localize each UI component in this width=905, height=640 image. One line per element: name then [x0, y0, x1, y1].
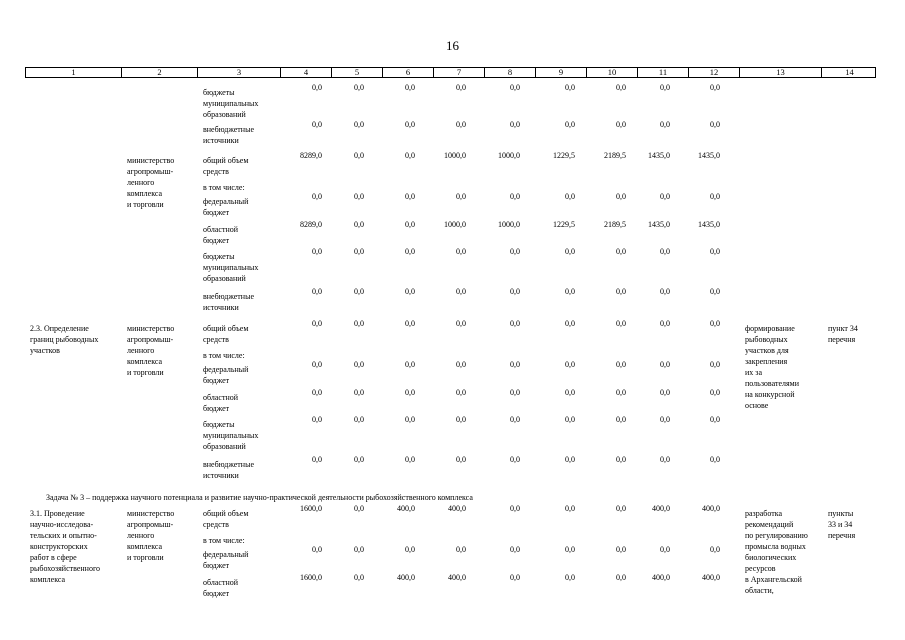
value-cell-col-5: 0,0: [354, 287, 364, 296]
value-cell-col-8: 0,0: [510, 247, 520, 256]
value-cell-col-12: 0,0: [710, 319, 720, 328]
value-cell-col-5: 0,0: [354, 388, 364, 397]
expected-result: закрепления: [745, 357, 788, 366]
row-label: бюджеты: [203, 88, 235, 97]
row-label: общий объем: [203, 509, 249, 518]
row-label: в том числе:: [203, 351, 245, 360]
value-cell-col-9: 0,0: [565, 388, 575, 397]
value-cell-col-12: 0,0: [710, 287, 720, 296]
value-cell-col-5: 0,0: [354, 247, 364, 256]
value-cell-col-4: 0,0: [312, 83, 322, 92]
value-cell-col-8: 0,0: [510, 504, 520, 513]
page-number: 16: [446, 38, 459, 53]
column-header-12: 12: [689, 68, 740, 77]
value-cell-col-4: 0,0: [312, 388, 322, 397]
column-header-13: 13: [740, 68, 822, 77]
activity-name: рыбохозяйственного: [30, 564, 101, 573]
row-label: общий объем: [203, 156, 249, 165]
value-cell-col-6: 0,0: [405, 287, 415, 296]
value-cell-col-9: 0,0: [565, 120, 575, 129]
value-cell-col-9: 0,0: [565, 545, 575, 554]
value-cell-col-12: 400,0: [702, 504, 720, 513]
value-cell-col-9: 0,0: [565, 573, 575, 582]
column-header-2: 2: [122, 68, 198, 77]
row-label: бюджет: [203, 236, 230, 245]
row-label: образований: [203, 274, 246, 283]
executor: комплекса: [127, 189, 163, 198]
value-cell-col-5: 0,0: [354, 360, 364, 369]
value-cell-col-7: 1000,0: [444, 220, 466, 229]
value-cell-col-6: 0,0: [405, 151, 415, 160]
value-cell-col-7: 0,0: [456, 415, 466, 424]
value-cell-col-9: 0,0: [565, 319, 575, 328]
value-cell-col-4: 0,0: [312, 120, 322, 129]
value-cell-col-6: 400,0: [397, 504, 415, 513]
value-cell-col-12: 400,0: [702, 573, 720, 582]
executor: комплекса: [127, 542, 163, 551]
value-cell-col-4: 0,0: [312, 192, 322, 201]
value-cell-col-11: 0,0: [660, 415, 670, 424]
value-cell-col-10: 0,0: [616, 455, 626, 464]
value-cell-col-10: 0,0: [616, 287, 626, 296]
value-cell-col-12: 0,0: [710, 83, 720, 92]
value-cell-col-11: 0,0: [660, 83, 670, 92]
value-cell-col-5: 0,0: [354, 455, 364, 464]
value-cell-col-9: 0,0: [565, 415, 575, 424]
value-cell-col-12: 0,0: [710, 360, 720, 369]
row-label: бюджеты: [203, 252, 235, 261]
value-cell-col-12: 1435,0: [698, 151, 720, 160]
value-cell-col-11: 400,0: [652, 573, 670, 582]
value-cell-col-7: 0,0: [456, 247, 466, 256]
value-cell-col-5: 0,0: [354, 573, 364, 582]
column-header-5: 5: [332, 68, 383, 77]
value-cell-col-7: 1000,0: [444, 151, 466, 160]
column-header-8: 8: [485, 68, 536, 77]
value-cell-col-8: 0,0: [510, 360, 520, 369]
row-label: средств: [203, 335, 229, 344]
row-label: общий объем: [203, 324, 249, 333]
column-header-11: 11: [638, 68, 689, 77]
value-cell-col-6: 0,0: [405, 545, 415, 554]
value-cell-col-4: 0,0: [312, 247, 322, 256]
value-cell-col-8: 0,0: [510, 388, 520, 397]
row-label: федеральный: [203, 197, 249, 206]
executor: агропромыш-: [127, 167, 174, 176]
row-label: средств: [203, 167, 229, 176]
value-cell-col-9: 1229,5: [553, 151, 575, 160]
value-cell-col-4: 0,0: [312, 319, 322, 328]
executor: министерство: [127, 324, 175, 333]
row-label: внебюджетные: [203, 460, 254, 469]
value-cell-col-8: 0,0: [510, 120, 520, 129]
row-label: муниципальных: [203, 263, 259, 272]
value-cell-col-10: 0,0: [616, 120, 626, 129]
value-cell-col-10: 0,0: [616, 192, 626, 201]
value-cell-col-6: 0,0: [405, 319, 415, 328]
column-header-14: 14: [845, 67, 854, 77]
row-label: федеральный: [203, 550, 249, 559]
value-cell-col-5: 0,0: [354, 220, 364, 229]
row-label: источники: [203, 303, 239, 312]
executor: ленного: [127, 531, 155, 540]
value-cell-col-6: 0,0: [405, 388, 415, 397]
value-cell-col-8: 0,0: [510, 415, 520, 424]
value-cell-col-8: 1000,0: [498, 220, 520, 229]
executor: агропромыш-: [127, 335, 174, 344]
activity-name: работ в сфере: [30, 553, 77, 562]
value-cell-col-5: 0,0: [354, 504, 364, 513]
reference-point: перечня: [828, 531, 856, 540]
value-cell-col-7: 0,0: [456, 360, 466, 369]
value-cell-col-11: 0,0: [660, 319, 670, 328]
row-label: бюджет: [203, 208, 230, 217]
row-label: средств: [203, 520, 229, 529]
expected-result: основе: [745, 401, 769, 410]
row-label: в том числе:: [203, 183, 245, 192]
column-header-6: 6: [383, 68, 434, 77]
value-cell-col-4: 8289,0: [300, 151, 322, 160]
value-cell-col-4: 1600,0: [300, 504, 322, 513]
value-cell-col-8: 0,0: [510, 287, 520, 296]
value-cell-col-9: 0,0: [565, 504, 575, 513]
executor: и торговли: [127, 200, 164, 209]
value-cell-col-6: 0,0: [405, 120, 415, 129]
value-cell-col-7: 0,0: [456, 192, 466, 201]
value-cell-col-4: 0,0: [312, 545, 322, 554]
value-cell-col-7: 0,0: [456, 545, 466, 554]
value-cell-col-8: 0,0: [510, 192, 520, 201]
value-cell-col-11: 1435,0: [648, 220, 670, 229]
expected-result: по регулированию: [745, 531, 808, 540]
activity-name: научно-исследова-: [30, 520, 94, 529]
row-label: федеральный: [203, 365, 249, 374]
value-cell-col-9: 0,0: [565, 247, 575, 256]
value-cell-col-9: 0,0: [565, 83, 575, 92]
value-cell-col-9: 0,0: [565, 455, 575, 464]
table-header-row: [25, 67, 876, 78]
row-label: бюджет: [203, 589, 230, 598]
value-cell-col-8: 0,0: [510, 83, 520, 92]
value-cell-col-10: 0,0: [616, 545, 626, 554]
value-cell-col-4: 0,0: [312, 455, 322, 464]
value-cell-col-10: 0,0: [616, 504, 626, 513]
column-header-4: 4: [281, 68, 332, 77]
value-cell-col-11: 0,0: [660, 192, 670, 201]
value-cell-col-11: 0,0: [660, 388, 670, 397]
value-cell-col-4: 8289,0: [300, 220, 322, 229]
value-cell-col-5: 0,0: [354, 415, 364, 424]
value-cell-col-6: 0,0: [405, 455, 415, 464]
column-header-10: 10: [587, 68, 638, 77]
value-cell-col-11: 0,0: [660, 455, 670, 464]
value-cell-col-12: 0,0: [710, 545, 720, 554]
value-cell-col-4: 0,0: [312, 287, 322, 296]
executor: комплекса: [127, 357, 163, 366]
value-cell-col-11: 400,0: [652, 504, 670, 513]
executor: и торговли: [127, 368, 164, 377]
column-header-9: 9: [536, 68, 587, 77]
expected-result: промысла водных: [745, 542, 806, 551]
value-cell-col-7: 400,0: [448, 573, 466, 582]
value-cell-col-5: 0,0: [354, 151, 364, 160]
value-cell-col-5: 0,0: [354, 319, 364, 328]
row-label: областной: [203, 578, 239, 587]
row-label: внебюджетные: [203, 125, 254, 134]
expected-result: ресурсов: [745, 564, 776, 573]
value-cell-col-9: 0,0: [565, 192, 575, 201]
task-heading: Задача № 3 – поддержка научного потенциала и развитие научно-практической деятельности рыбохозяйственного комплекса: [46, 493, 473, 502]
expected-result: участков для: [745, 346, 789, 355]
reference-point: перечня: [828, 335, 856, 344]
value-cell-col-11: 0,0: [660, 287, 670, 296]
row-label: в том числе:: [203, 536, 245, 545]
value-cell-col-11: 0,0: [660, 545, 670, 554]
row-label: образований: [203, 110, 246, 119]
expected-result: в Архангельской: [745, 575, 802, 584]
row-label: источники: [203, 136, 239, 145]
value-cell-col-4: 0,0: [312, 360, 322, 369]
row-label: муниципальных: [203, 431, 259, 440]
value-cell-col-6: 0,0: [405, 360, 415, 369]
expected-result: разработка: [745, 509, 783, 518]
activity-name: 3.1. Проведение: [30, 509, 85, 518]
value-cell-col-11: 0,0: [660, 120, 670, 129]
expected-result: рыбоводных: [745, 335, 788, 344]
activity-name: комплекса: [30, 575, 66, 584]
executor: агропромыш-: [127, 520, 174, 529]
value-cell-col-12: 0,0: [710, 192, 720, 201]
value-cell-col-11: 1435,0: [648, 151, 670, 160]
executor: министерство: [127, 509, 175, 518]
executor: и торговли: [127, 553, 164, 562]
value-cell-col-9: 1229,5: [553, 220, 575, 229]
value-cell-col-6: 400,0: [397, 573, 415, 582]
column-header-7: 7: [434, 68, 485, 77]
row-label: бюджет: [203, 376, 230, 385]
expected-result: биологических: [745, 553, 797, 562]
column-header-3: 3: [198, 68, 281, 77]
value-cell-col-8: 0,0: [510, 573, 520, 582]
reference-point: пункты: [828, 509, 854, 518]
activity-name: тельских и опытно-: [30, 531, 97, 540]
value-cell-col-6: 0,0: [405, 83, 415, 92]
value-cell-col-12: 0,0: [710, 388, 720, 397]
row-label: источники: [203, 471, 239, 480]
expected-result: формирование: [745, 324, 795, 333]
value-cell-col-10: 0,0: [616, 319, 626, 328]
expected-result: рекомендаций: [745, 520, 794, 529]
value-cell-col-11: 0,0: [660, 247, 670, 256]
activity-name: 2.3. Определение: [30, 324, 89, 333]
value-cell-col-12: 0,0: [710, 415, 720, 424]
value-cell-col-10: 0,0: [616, 388, 626, 397]
value-cell-col-8: 0,0: [510, 455, 520, 464]
row-label: образований: [203, 442, 246, 451]
expected-result: на конкурсной: [745, 390, 795, 399]
value-cell-col-7: 0,0: [456, 455, 466, 464]
executor: ленного: [127, 178, 155, 187]
row-label: областной: [203, 225, 239, 234]
value-cell-col-8: 1000,0: [498, 151, 520, 160]
value-cell-col-8: 0,0: [510, 545, 520, 554]
activity-name: конструкторских: [30, 542, 88, 551]
value-cell-col-10: 0,0: [616, 247, 626, 256]
row-label: областной: [203, 393, 239, 402]
value-cell-col-7: 400,0: [448, 504, 466, 513]
value-cell-col-8: 0,0: [510, 319, 520, 328]
value-cell-col-10: 2189,5: [604, 220, 626, 229]
value-cell-col-7: 0,0: [456, 83, 466, 92]
value-cell-col-7: 0,0: [456, 319, 466, 328]
column-header-1: 1: [26, 68, 122, 77]
value-cell-col-12: 0,0: [710, 247, 720, 256]
executor: министерство: [127, 156, 175, 165]
value-cell-col-11: 0,0: [660, 360, 670, 369]
value-cell-col-10: 0,0: [616, 360, 626, 369]
reference-point: 33 и 34: [828, 520, 853, 529]
value-cell-col-6: 0,0: [405, 220, 415, 229]
value-cell-col-10: 2189,5: [604, 151, 626, 160]
value-cell-col-7: 0,0: [456, 287, 466, 296]
activity-name: участков: [30, 346, 60, 355]
executor: ленного: [127, 346, 155, 355]
row-label: бюджеты: [203, 420, 235, 429]
value-cell-col-12: 0,0: [710, 455, 720, 464]
value-cell-col-10: 0,0: [616, 83, 626, 92]
value-cell-col-4: 0,0: [312, 415, 322, 424]
value-cell-col-5: 0,0: [354, 192, 364, 201]
value-cell-col-6: 0,0: [405, 247, 415, 256]
activity-name: границ рыбоводных: [30, 335, 99, 344]
expected-result: их за: [745, 368, 762, 377]
value-cell-col-7: 0,0: [456, 120, 466, 129]
value-cell-col-6: 0,0: [405, 415, 415, 424]
expected-result: области,: [745, 586, 774, 595]
value-cell-col-5: 0,0: [354, 545, 364, 554]
row-label: бюджет: [203, 561, 230, 570]
value-cell-col-5: 0,0: [354, 83, 364, 92]
row-label: внебюджетные: [203, 292, 254, 301]
value-cell-col-12: 1435,0: [698, 220, 720, 229]
value-cell-col-6: 0,0: [405, 192, 415, 201]
value-cell-col-10: 0,0: [616, 415, 626, 424]
value-cell-col-4: 1600,0: [300, 573, 322, 582]
value-cell-col-12: 0,0: [710, 120, 720, 129]
value-cell-col-10: 0,0: [616, 573, 626, 582]
reference-point: пункт 34: [828, 324, 858, 333]
row-label: муниципальных: [203, 99, 259, 108]
value-cell-col-5: 0,0: [354, 120, 364, 129]
value-cell-col-7: 0,0: [456, 388, 466, 397]
expected-result: пользователями: [745, 379, 800, 388]
value-cell-col-9: 0,0: [565, 287, 575, 296]
row-label: бюджет: [203, 404, 230, 413]
value-cell-col-9: 0,0: [565, 360, 575, 369]
